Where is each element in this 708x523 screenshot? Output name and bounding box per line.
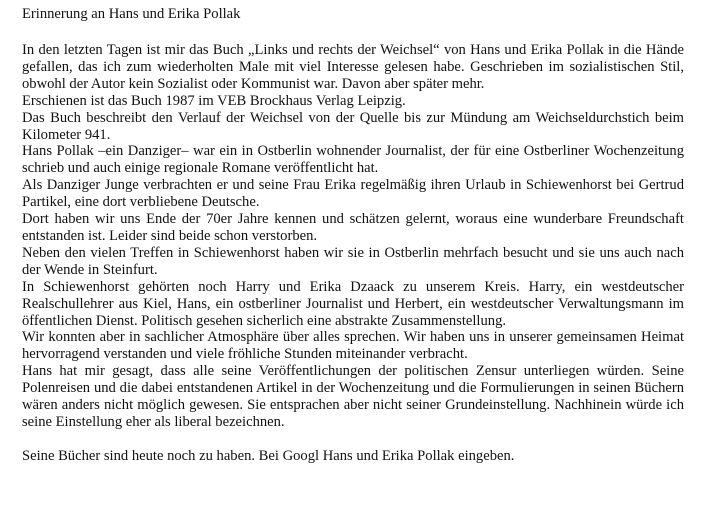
closing-line: Seine Bücher sind heute noch zu haben. Bei Googl Hans und Erika Pollak eingeben. — [22, 447, 515, 464]
paragraph-book-intro: In den letzten Tagen ist mir das Buch „Links und rechts der Weichsel“ von Hans und Erika Pollak in die Hände gefallen, das ich zum wiederholten Male mit viel Interesse gelesen habe. Geschrieben im sozialistischen Stil, obwohl der Autor kein Sozialist oder Kommunist war. Davon aber später mehr. — [22, 42, 684, 92]
paragraph-friendship: Dort haben wir uns Ende der 70er Jahre kennen und schätzen gelernt, woraus eine wunderbare Freundschaft entstanden ist. Leider sind beide schon verstorben. — [22, 211, 684, 244]
document-title: Erinnerung an Hans und Erika Pollak — [22, 6, 241, 22]
paragraph-publication: Erschienen ist das Buch 1987 im VEB Brockhaus Verlag Leipzig. — [22, 92, 406, 109]
document-page — [22, 6, 684, 465]
paragraph-atmosphere: Wir konnten aber in sachlicher Atmosphäre über alles sprechen. Wir haben uns in unserer gemeinsamen Heimat hervorragend verstanden und viele fröhliche Stunden miteinander verbracht. — [22, 329, 684, 363]
paragraph-censorship: Hans hat mir gesagt, dass alle seine Veröffentlichungen der politischen Zensur unterliegen würden. Seine Polenreisen und die dabei entstandenen Artikel in der Wochenzeitung und die Formulierungen in seinen Büchern wären anders nicht möglich gewesen. Sie entsprachen aber nicht seiner Grundeinstellung. Nachhinein würde ich seine Einstellung eher als liberal bezeichnen. — [22, 363, 684, 430]
document-body — [22, 42, 684, 431]
paragraph-circle: In Schiewenhorst gehörten noch Harry und Erika Dzaack zu unserem Kreis. Harry, ein westdeutscher Realschullehrer aus Kiel, Hans, ein ostberliner Journalist und Herbert, ein westdeutscher Verwaltungsmann im öffentlichen Dienst. Politisch gesehen sicherlich eine abstrakte Zusammenstellung. — [22, 278, 684, 329]
paragraph-author: Hans Pollak –ein Danziger– war ein in Ostberlin wohnender Journalist, der für eine Ostberliner Wochenzeitung schrieb und auch einige regionale Romane veröffentlicht hat. — [22, 143, 684, 177]
closing-spacer — [22, 431, 684, 448]
title-spacer — [22, 23, 684, 42]
paragraph-book-content: Das Buch beschreibt den Verlauf der Weichsel von der Quelle bis zur Mündung am Weichseldurchstich beim Kilometer 941. — [22, 109, 684, 143]
paragraph-visits: Neben den vielen Treffen in Schiewenhorst haben wir sie in Ostberlin mehrfach besucht und sie uns auch nach der Wende in Steinfurt. — [22, 244, 684, 278]
paragraph-vacation: Als Danziger Junge verbrachten er und seine Frau Erika regelmäßig ihren Urlaub in Schiewenhorst bei Gertrud Partikel, eine dort verbliebene Deutsche. — [22, 177, 684, 211]
